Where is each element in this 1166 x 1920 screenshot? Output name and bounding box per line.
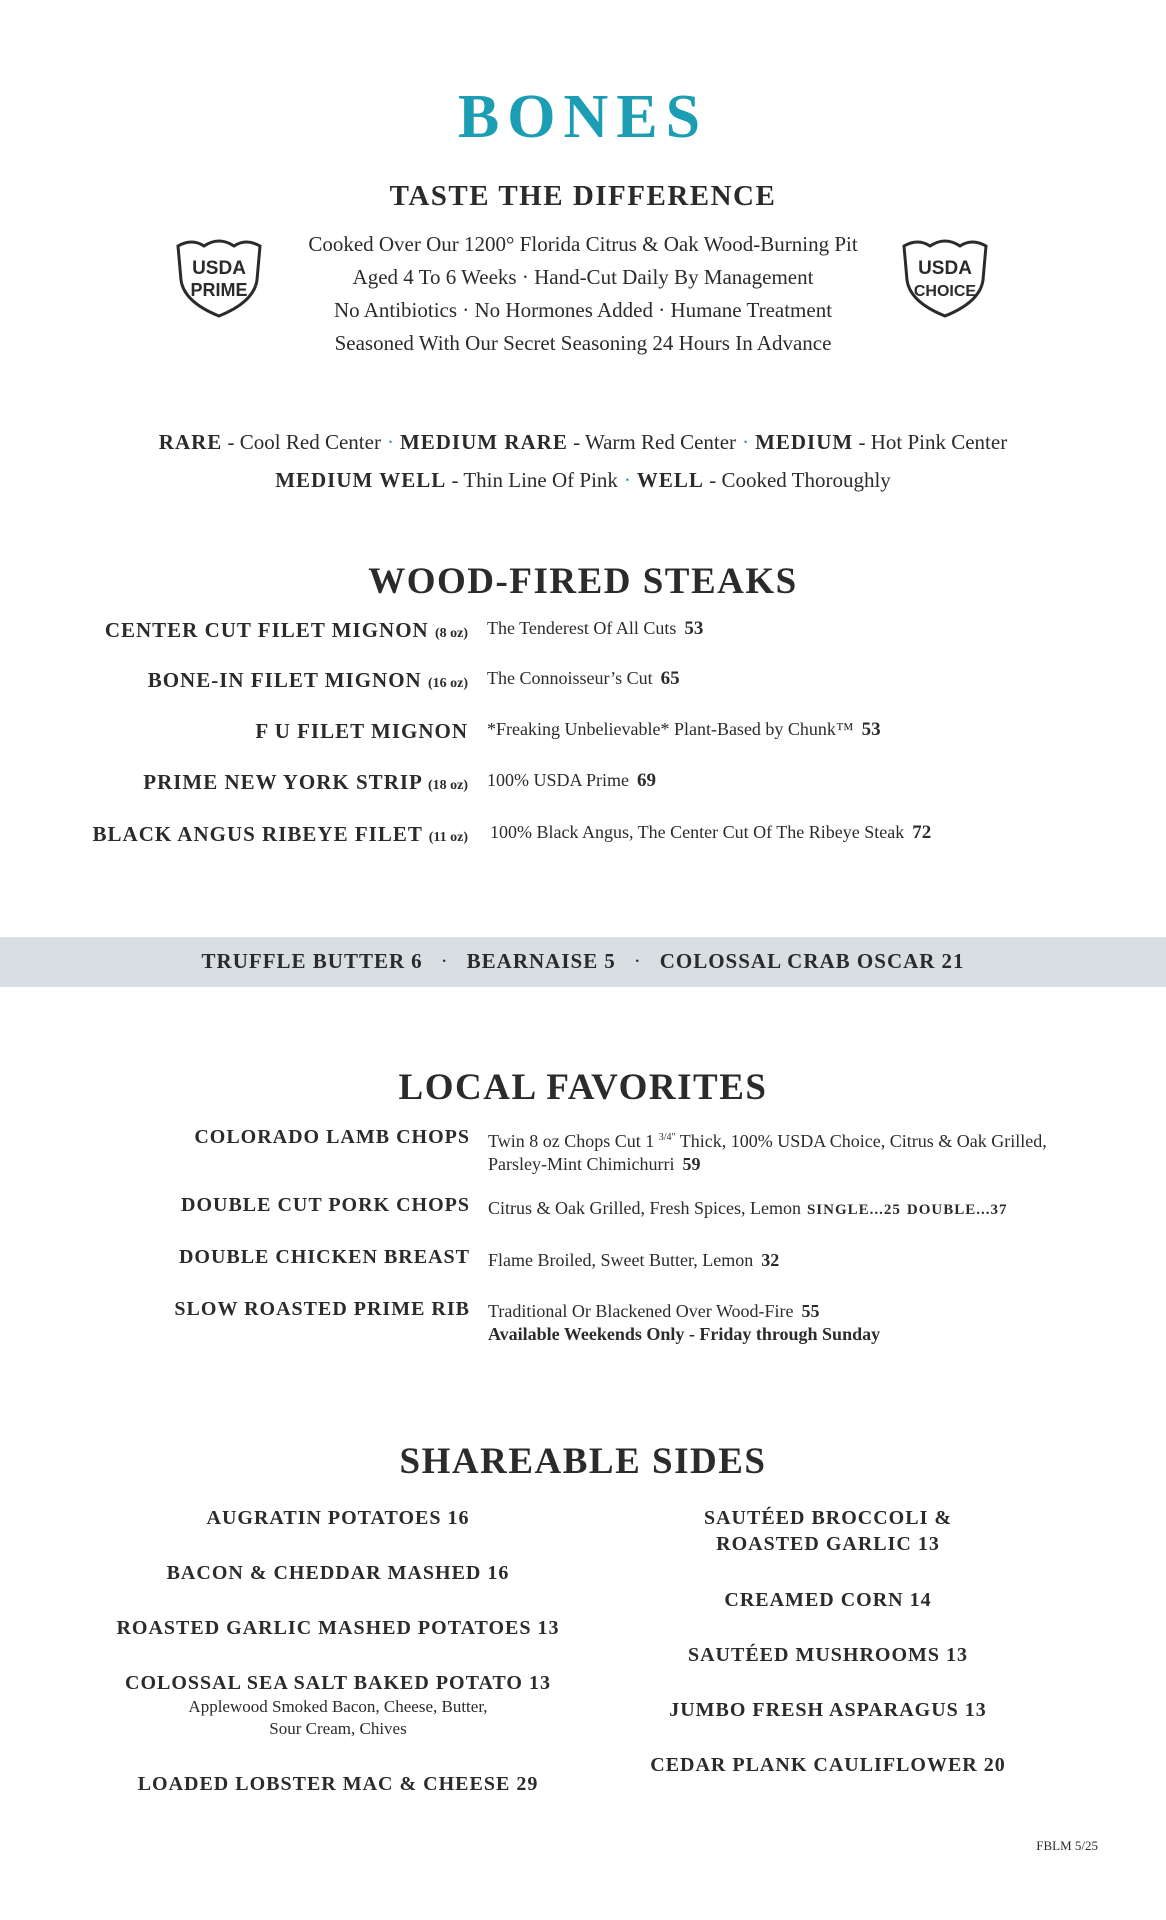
sides-right-column — [548, 1505, 1108, 1785]
addon-price: 21 — [941, 949, 965, 973]
addon-name: COLOSSAL CRAB OSCAR — [659, 949, 936, 973]
side-item — [548, 1642, 1108, 1668]
addon-price: 6 — [411, 949, 423, 973]
side-price: 13 — [964, 1699, 987, 1721]
item-price: 65 — [660, 668, 680, 689]
item-description — [487, 770, 656, 792]
local-section-title: LOCAL FAVORITES — [398, 1067, 768, 1108]
doneness-term: MEDIUM — [755, 430, 854, 454]
doneness-line-1 — [0, 423, 1166, 461]
addon-name: BEARNAISE — [466, 949, 599, 973]
item-name: DOUBLE CUT PORK CHOPS — [181, 1194, 470, 1216]
doneness-guide — [0, 423, 1166, 499]
side-price: 16 — [447, 1507, 470, 1529]
item-name — [93, 822, 468, 847]
doneness-desc: - Warm Red Center — [567, 430, 737, 454]
intro-line: Aged 4 To 6 Weeks · Hand-Cut Daily By Management — [352, 265, 814, 289]
side-name: COLOSSAL SEA SALT BAKED POTATO — [125, 1672, 523, 1694]
side-item — [548, 1752, 1108, 1778]
item-name — [105, 618, 468, 643]
item-desc-text: *Freaking Unbelievable* Plant-Based by Chunk™ — [487, 719, 854, 739]
side-item — [58, 1560, 618, 1586]
doneness-desc: - Cooked Thoroughly — [703, 468, 891, 492]
item-name — [148, 668, 468, 693]
item-price: 59 — [682, 1154, 701, 1174]
side-subtext: Sour Cream, Chives — [269, 1719, 407, 1738]
item-price: 69 — [637, 770, 657, 791]
item-option: SINGLE...25 — [806, 1202, 901, 1218]
item-desc-text: Thick, 100% USDA Choice, Citrus & Oak Grilled, Parsley-Mint Chimichurri — [488, 1131, 1047, 1174]
item-desc-text: Traditional Or Blackened Over Wood-Fire — [488, 1301, 794, 1321]
intro-text — [0, 228, 1166, 360]
side-name: AUGRATIN POTATOES — [206, 1507, 442, 1529]
intro-line: No Antibiotics · No Hormones Added · Humane Treatment — [333, 298, 833, 322]
item-size: (11 oz) — [428, 830, 468, 845]
item-name: SLOW ROASTED PRIME RIB — [174, 1298, 470, 1320]
item-description — [487, 719, 881, 741]
doneness-desc: - Hot Pink Center — [853, 430, 1008, 454]
item-desc-text: The Connoisseur’s Cut — [487, 668, 653, 688]
side-name: CREAMED CORN — [724, 1589, 904, 1611]
item-size: (16 oz) — [427, 676, 468, 691]
side-name: SAUTÉED MUSHROOMS — [687, 1644, 941, 1666]
addons-band — [0, 937, 1166, 987]
side-item — [548, 1505, 1108, 1557]
side-price: 16 — [487, 1562, 510, 1584]
side-item — [58, 1670, 618, 1740]
side-price: 13 — [917, 1533, 940, 1555]
doneness-term: MEDIUM RARE — [399, 430, 568, 454]
badge-left-line2: PRIME — [190, 280, 248, 300]
badge-right-line2: CHOICE — [913, 283, 977, 300]
side-price: 14 — [909, 1589, 932, 1611]
side-item — [548, 1587, 1108, 1613]
item-size: (18 oz) — [427, 778, 468, 793]
item-name-text: BONE-IN FILET MIGNON — [147, 668, 422, 692]
side-name: LOADED LOBSTER MAC & CHEESE — [137, 1773, 511, 1795]
doneness-term: RARE — [158, 430, 223, 454]
side-item — [58, 1615, 618, 1641]
item-name: COLORADO LAMB CHOPS — [194, 1126, 470, 1148]
item-description — [488, 1300, 1088, 1346]
item-price: 53 — [861, 719, 881, 740]
item-name-text: BLACK ANGUS RIBEYE FILET — [92, 822, 423, 846]
item-desc-text: Flame Broiled, Sweet Butter, Lemon — [488, 1250, 754, 1270]
side-price: 29 — [516, 1773, 539, 1795]
item-price: 72 — [912, 822, 932, 843]
item-description — [490, 822, 931, 844]
side-item — [58, 1771, 618, 1797]
footer-code: FBLM 5/25 — [1036, 1838, 1098, 1853]
item-desc-text: The Tenderest Of All Cuts — [487, 618, 677, 638]
side-name: SAUTÉED BROCCOLI & — [703, 1507, 953, 1529]
fraction: 3/4" — [658, 1132, 676, 1143]
dot-separator: · — [386, 430, 394, 454]
steaks-section-title: WOOD-FIRED STEAKS — [368, 561, 798, 602]
sides-left-column — [58, 1505, 618, 1805]
doneness-term: MEDIUM WELL — [275, 468, 447, 492]
addon-name: TRUFFLE BUTTER — [201, 949, 406, 973]
item-price: 53 — [684, 618, 704, 639]
dot-separator: · — [742, 430, 750, 454]
badge-right-line1: USDA — [918, 258, 972, 279]
tagline: TASTE THE DIFFERENCE — [389, 180, 777, 212]
side-item — [548, 1697, 1108, 1723]
item-desc-text: Twin 8 oz Chops Cut 1 — [488, 1131, 655, 1151]
side-subtext: Applewood Smoked Bacon, Cheese, Butter, — [188, 1697, 488, 1716]
item-name — [143, 770, 468, 795]
item-option: DOUBLE...37 — [906, 1202, 1008, 1218]
side-name: JUMBO FRESH ASPARAGUS — [669, 1699, 959, 1721]
item-note: Available Weekends Only - Friday through Sunday — [488, 1324, 881, 1344]
item-desc-text: 100% Black Angus, The Center Cut Of The Ribeye Steak — [490, 822, 905, 842]
addon-separator: · — [440, 949, 449, 973]
item-description — [487, 618, 703, 640]
item-description — [488, 1126, 1048, 1176]
side-name: ROASTED GARLIC MASHED POTATOES — [116, 1617, 532, 1639]
item-size: (8 oz) — [434, 626, 468, 641]
side-name: CEDAR PLANK CAULIFLOWER — [650, 1754, 978, 1776]
side-name: BACON & CHEDDAR MASHED — [166, 1562, 482, 1584]
item-price: 55 — [801, 1301, 820, 1321]
side-price: 20 — [983, 1754, 1006, 1776]
intro-line: Cooked Over Our 1200° Florida Citrus & Oak Wood-Burning Pit — [308, 232, 858, 256]
doneness-term: WELL — [636, 468, 704, 492]
badge-left-line1: USDA — [192, 258, 246, 279]
side-price: 13 — [946, 1644, 969, 1666]
item-description — [488, 1197, 1088, 1222]
item-name-text: F U FILET MIGNON — [255, 719, 468, 743]
intro-line: Seasoned With Our Secret Seasoning 24 Hours In Advance — [334, 331, 832, 355]
brand-title: BONES — [457, 83, 709, 151]
doneness-desc: - Thin Line Of Pink — [446, 468, 618, 492]
item-description — [488, 1249, 1088, 1272]
addons-list — [0, 949, 1166, 974]
side-price: 13 — [528, 1672, 551, 1694]
item-name-text: PRIME NEW YORK STRIP — [143, 770, 422, 794]
item-name: DOUBLE CHICKEN BREAST — [178, 1246, 470, 1268]
item-desc-text: Citrus & Oak Grilled, Fresh Spices, Lemon — [488, 1198, 801, 1218]
item-name — [255, 719, 468, 744]
doneness-desc: - Cool Red Center — [222, 430, 381, 454]
addon-price: 5 — [604, 949, 616, 973]
side-item — [58, 1505, 618, 1531]
sides-section-title: SHAREABLE SIDES — [399, 1441, 767, 1482]
item-name-text: CENTER CUT FILET MIGNON — [104, 618, 429, 642]
side-name: ROASTED GARLIC — [716, 1533, 912, 1555]
item-price: 32 — [761, 1250, 780, 1270]
side-price: 13 — [537, 1617, 560, 1639]
item-desc-text: 100% USDA Prime — [487, 770, 630, 790]
addon-separator: · — [633, 949, 642, 973]
item-description — [487, 668, 680, 690]
dot-separator: · — [623, 468, 631, 492]
doneness-line-2 — [0, 461, 1166, 499]
